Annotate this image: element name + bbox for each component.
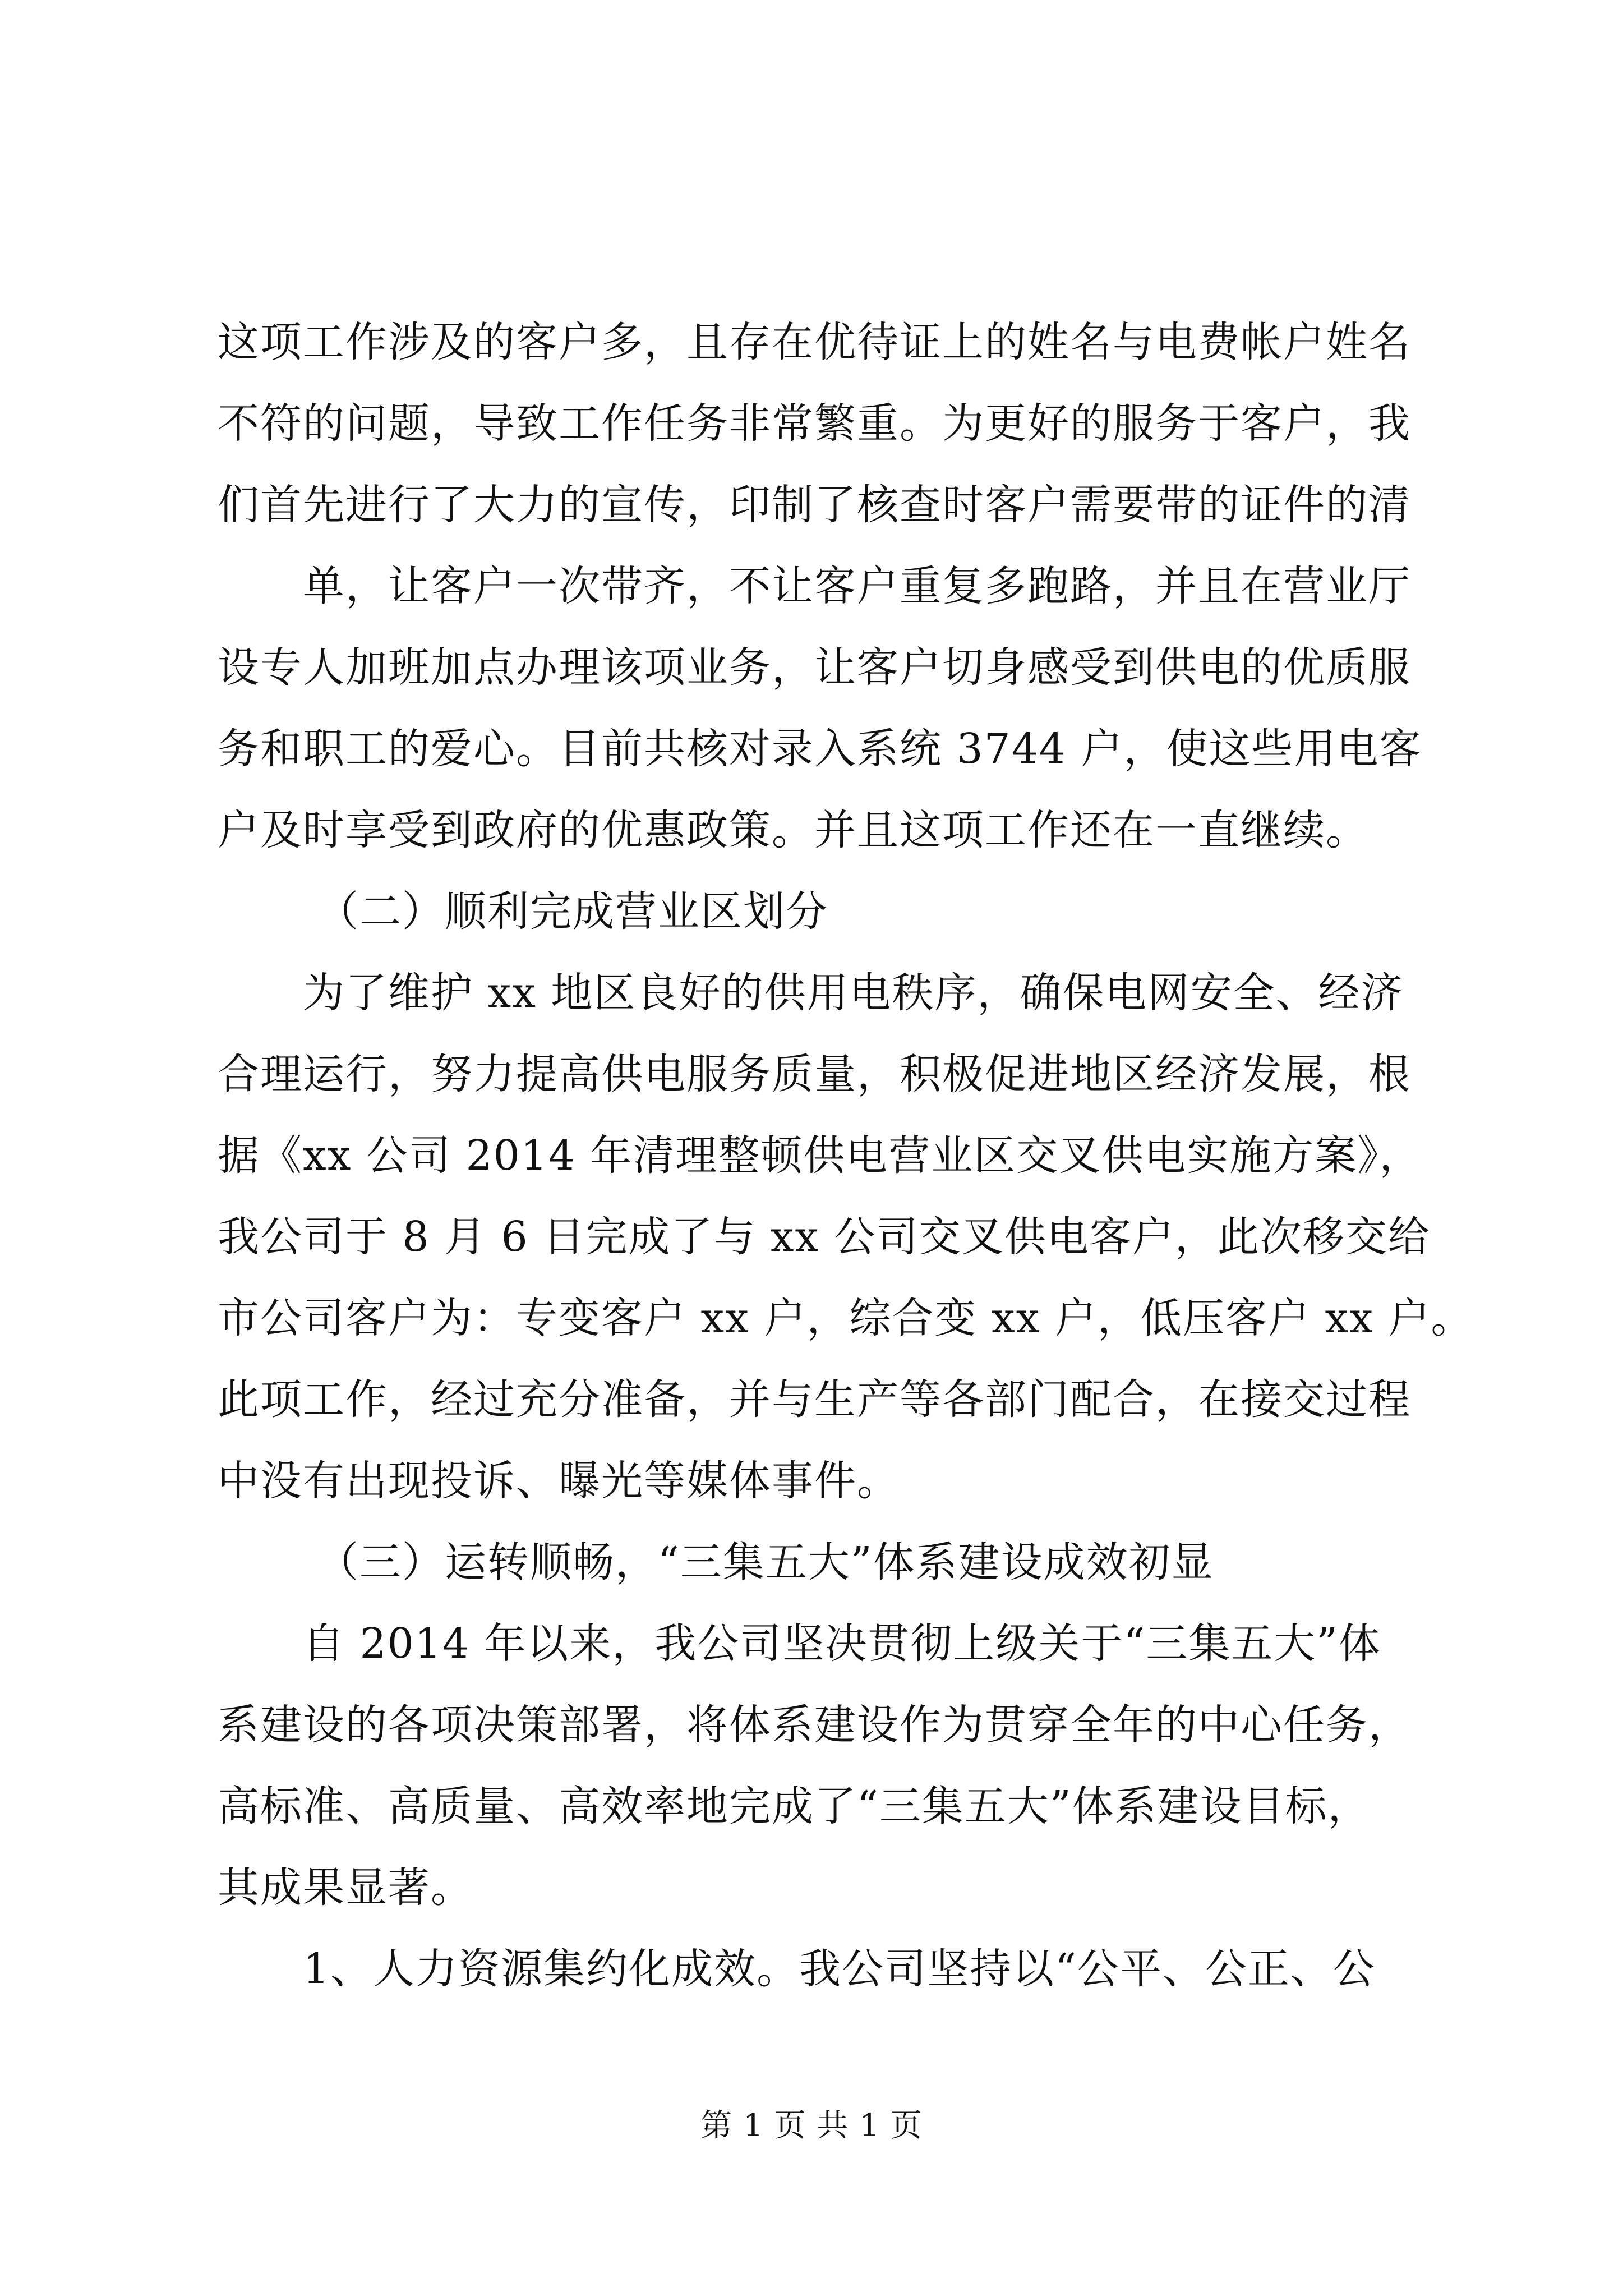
- text-line-1: 这项工作涉及的客户多，且存在优待证上的姓名与电费帐户姓名: [218, 318, 1411, 366]
- page-footer: 第 1 页 共 1 页: [700, 2108, 923, 2144]
- text-line-21: 1、人力资源集约化成效。我公司坚持以“公平、公正、公: [303, 1945, 1376, 1993]
- text-line-7: 户及时享受到政府的优惠政策。并且这项工作还在一直继续。: [218, 806, 1368, 854]
- text-line-9: 为了维护 xx 地区良好的供用电秩序，确保电网安全、经济: [303, 969, 1404, 1017]
- text-line-6: 务和职工的爱心。目前共核对录入系统 3744 户，使这些用电客: [218, 725, 1422, 773]
- text-line-2: 不符的问题，导致工作任务非常繁重。为更好的服务于客户，我: [218, 399, 1411, 448]
- text-line-17: 自 2014 年以来，我公司坚决贯彻上级关于“三集五大”体: [303, 1619, 1382, 1668]
- text-line-11: 据《xx 公司 2014 年清理整顿供电营业区交叉供电实施方案》，: [218, 1131, 1422, 1180]
- text-line-19: 高标准、高质量、高效率地完成了“三集五大”体系建设目标，: [218, 1782, 1371, 1830]
- text-line-13: 市公司客户为：专变客户 xx 户，综合变 xx 户，低压客户 xx 户。: [218, 1294, 1474, 1342]
- section-heading-2: （二）顺利完成营业区划分: [317, 887, 828, 936]
- text-line-14: 此项工作，经过充分准备，并与生产等各部门配合，在接交过程: [218, 1375, 1411, 1424]
- text-line-4: 单，让客户一次带齐，不让客户重复多跑路，并且在营业厅: [303, 562, 1411, 610]
- text-line-18: 系建设的各项决策部署，将体系建设作为贯穿全年的中心任务，: [218, 1701, 1411, 1749]
- text-line-20: 其成果显著。: [218, 1864, 473, 1912]
- text-line-5: 设专人加班加点办理该项业务，让客户切身感受到供电的优质服: [218, 643, 1411, 692]
- text-line-10: 合理运行，努力提高供电服务质量，积极促进地区经济发展，根: [218, 1050, 1411, 1098]
- section-heading-3: （三）运转顺畅，“三集五大”体系建设成效初显: [317, 1538, 1214, 1586]
- text-line-3: 们首先进行了大力的宣传，印制了核查时客户需要带的证件的清: [218, 481, 1411, 529]
- text-line-15: 中没有出现投诉、曝光等媒体事件。: [218, 1457, 900, 1505]
- text-line-12: 我公司于 8 月 6 日完成了与 xx 公司交叉供电客户，此次移交给: [218, 1213, 1431, 1261]
